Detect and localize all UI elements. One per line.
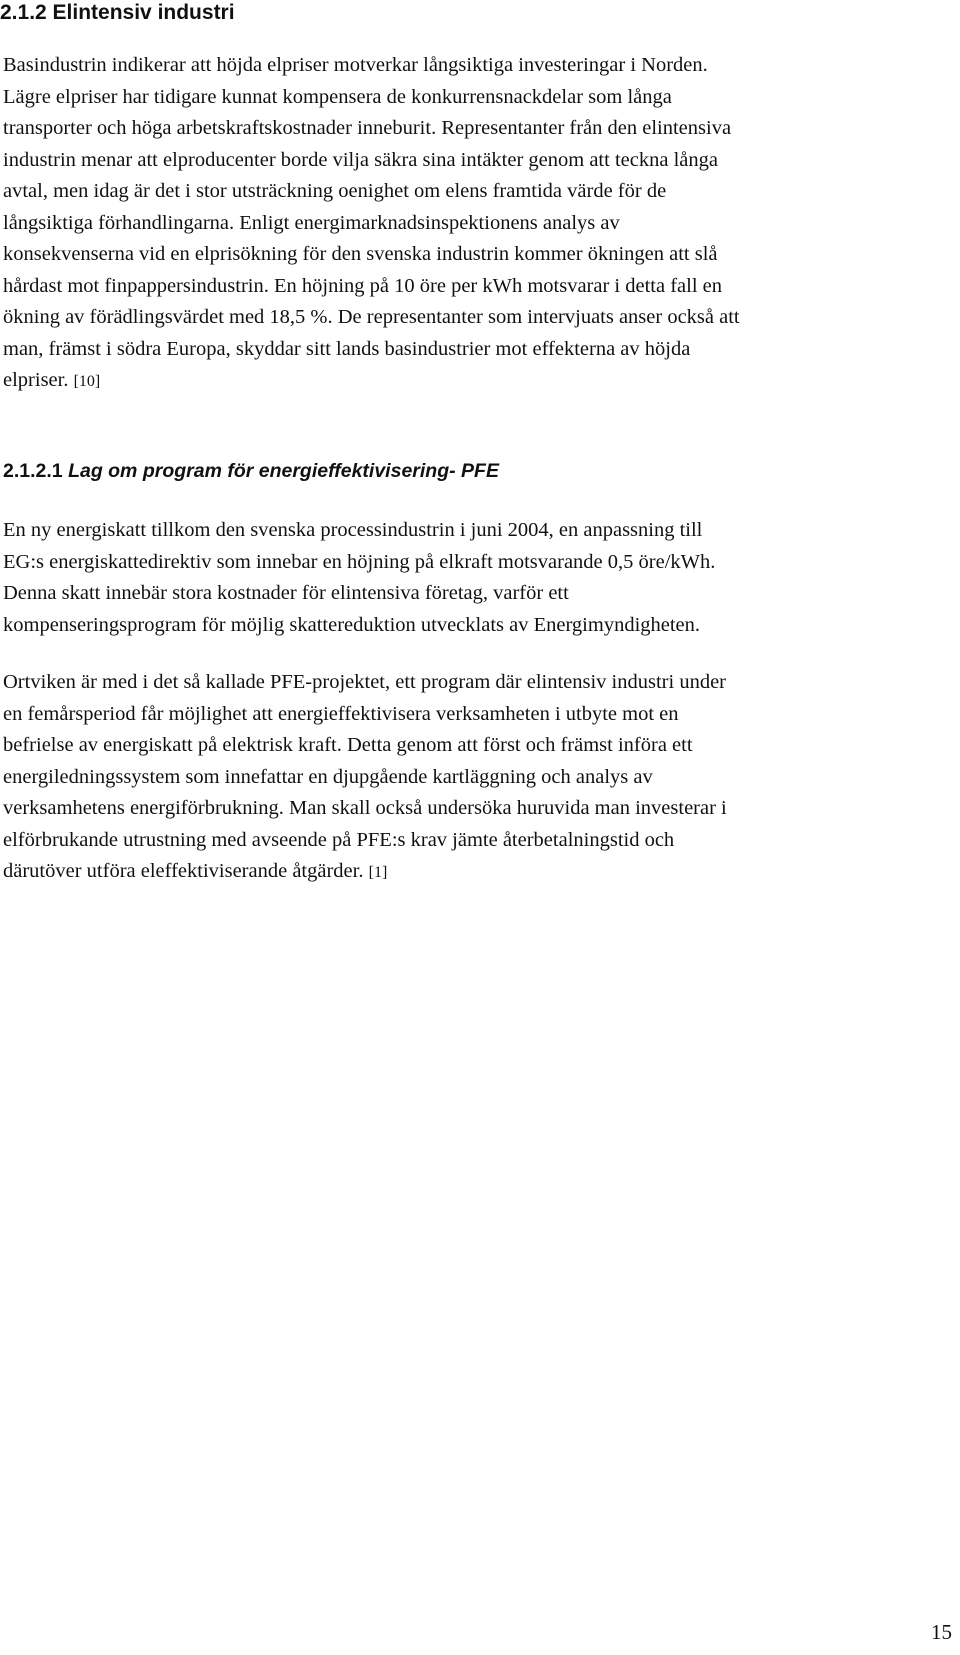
- paragraph-basindustri: [3, 50, 958, 398]
- text-line: en femårsperiod får möjlighet att energieffektivisera verksamheten i utbyte mot en: [3, 702, 679, 725]
- text-line: hårdast mot finpappersindustrin. En höjning på 10 öre per kWh motsvarar i detta fall en: [3, 274, 723, 297]
- text-line: kompenseringsprogram för möjlig skattereduktion utvecklats av Energimyndigheten.: [3, 613, 701, 636]
- text-fragment: elpriser.: [3, 369, 69, 391]
- text-line: Ortviken är med i det så kallade PFE-projektet, ett program där elintensiv industri under: [3, 671, 726, 693]
- text-line-last: [3, 365, 958, 398]
- text-line-last: [3, 856, 958, 889]
- text-line: långsiktiga förhandlingarna. Enligt energimarknadsinspektionens analys av: [3, 211, 620, 234]
- paragraph-ortviken: [3, 667, 958, 889]
- citation-reference: [10]: [73, 373, 101, 390]
- text-line: energiledningssystem som innefattar en djupgående kartläggning och analys av: [3, 765, 653, 788]
- text-fragment: därutöver utföra eleffektiviserande åtgärder.: [3, 860, 364, 882]
- citation-reference: [1]: [368, 864, 388, 881]
- subsection-number: 2.1.2.1: [3, 460, 63, 482]
- text-line: avtal, men idag är det i stor utsträckning oenighet om elens framtida värde för de: [3, 180, 667, 202]
- text-line: Basindustrin indikerar att höjda elpriser motverkar långsiktiga investeringar i Norden.: [3, 54, 708, 76]
- text-line: ökning av förädlingsvärdet med 18,5 %. De representanter som intervjuats anser också att: [3, 306, 740, 328]
- text-line: befrielse av energiskatt på elektrisk kraft. Detta genom att först och främst införa ett: [3, 734, 693, 756]
- page-number: 15: [931, 1620, 952, 1644]
- text-line: En ny energiskatt tillkom den svenska processindustrin i juni 2004, en anpassning till: [3, 519, 703, 541]
- text-line: transporter och höga arbetskraftskostnader inneburit. Representanter från den elintensiva: [3, 117, 732, 139]
- subsection-title: Lag om program för energieffektivisering- PFE: [68, 460, 499, 482]
- text-line: verksamhetens energiförbrukning. Man skall också undersöka huruvida man investerar i: [3, 797, 727, 819]
- text-line: man, främst i södra Europa, skyddar sitt lands basindustrier mot effekterna av höjda: [3, 337, 691, 360]
- text-line: EG:s energiskattedirektiv som innebar en höjning på elkraft motsvarande 0,5 öre/kWh.: [3, 550, 716, 573]
- text-line: elförbrukande utrustning med avseende på PFE:s krav jämte återbetalningstid och: [3, 828, 675, 851]
- section-heading: 2.1.2 Elintensiv industri: [0, 1, 235, 24]
- text-line: konsekvenserna vid en elprisökning för den svenska industrin kommer ökningen att slå: [3, 243, 718, 265]
- text-line: industrin menar att elproducenter borde vilja säkra sina intäkter genom att teckna långa: [3, 148, 718, 171]
- subsection-heading: [3, 458, 499, 484]
- text-line: Denna skatt innebär stora kostnader för elintensiva företag, varför ett: [3, 582, 569, 604]
- text-line: Lägre elpriser har tidigare kunnat kompensera de konkurrensnackdelar som långa: [3, 85, 672, 108]
- paragraph-energiskatt: [3, 515, 958, 641]
